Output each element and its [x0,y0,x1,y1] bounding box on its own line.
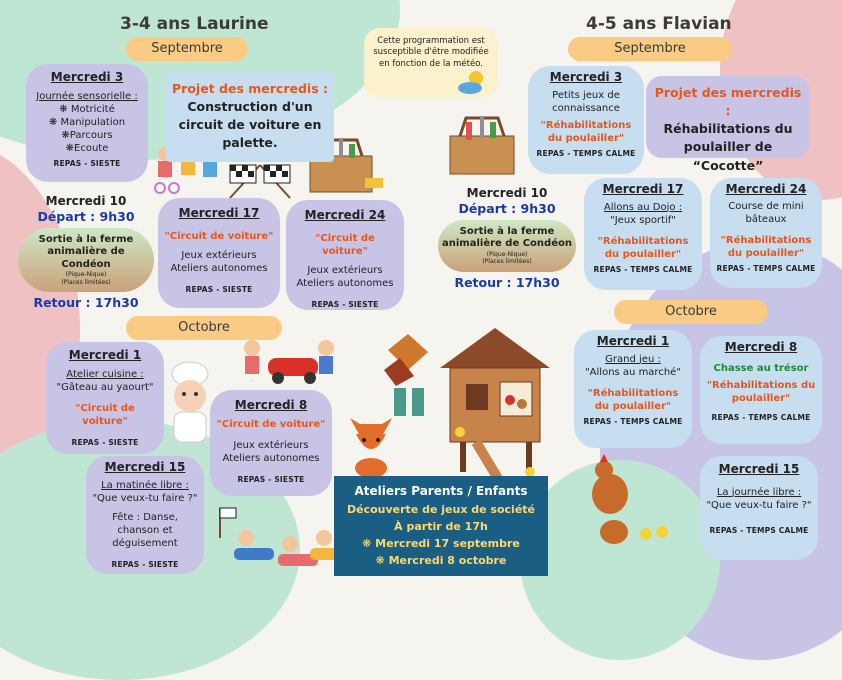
card-theme: "Circuit de voiture" [315,232,375,257]
left-sept-mer10-outing [18,194,154,311]
card-text-2: Fête : Danse, chanson et déguisement [112,511,178,549]
card-title: Mercredi 1 [596,334,670,348]
card-text: Course de mini bâteaux [728,200,804,225]
card-text: "Que veux-tu faire ?" [92,492,198,504]
card-text: "Allons au marché" [585,366,681,378]
card-subtitle: Grand jeu : [605,353,661,365]
outing-note: (Places limitées) [482,258,532,266]
left-month-october: Octobre [126,316,282,340]
workshop-date: ❋ Mercredi 8 octobre [375,553,507,567]
meal-label: REPAS - TEMPS CALME [536,148,636,158]
right-month-september: Septembre [568,37,732,61]
card-theme: "Circuit de voiture" [216,418,326,430]
card-theme: "Circuit de voiture" [164,230,274,242]
outing-note: (Pique-Nique) [65,271,107,279]
outing-title: Mercredi 10 [45,194,127,208]
card-text: Chasse au trésor [713,362,809,374]
workshop-date: ❋ Mercredi 17 septembre [362,536,520,550]
right-sept-mer17-card [584,178,702,290]
weather-note-text: Cette programmation est susceptible d'être modifiée en fonction de la météo. [373,36,489,69]
card-title: Mercredi 24 [304,208,386,222]
outing-note: (Places limitées) [61,278,111,286]
meal-label: REPAS - TEMPS CALME [711,412,811,422]
right-toolbox-icon [442,108,526,180]
left-section-title: 3-4 ans Laurine [120,14,269,34]
farm-illustration [438,220,576,272]
meal-label: REPAS - SIESTE [53,158,121,168]
card-text: "Jeux sportif" [610,214,676,226]
right-month-october: Octobre [614,300,768,324]
card-text: Petits jeux de connaissance [552,89,620,114]
meal-label: REPAS - SIESTE [185,284,253,294]
card-text: Jeux extérieurs Ateliers autonomes [222,439,320,464]
meal-label: REPAS - SIESTE [71,437,139,447]
left-oct-mer1-card [46,342,164,454]
card-title: Mercredi 17 [602,182,684,196]
card-title: Mercredi 8 [724,340,798,354]
left-project-box [166,72,334,162]
card-title: Mercredi 17 [178,206,260,220]
card-theme: "Réhabilitations du poulailler" [706,379,816,404]
hens-illustration [580,448,680,548]
card-subtitle: Journée sensorielle : [36,90,138,102]
project-text: Réhabilitations du poulailler de “Cocotte” [663,121,793,173]
left-sept-mer3-card [26,64,148,182]
card-text: "Que veux-tu faire ?" [706,499,812,511]
outing-text: Sortie à la ferme animalière de Condéon [442,225,572,250]
project-text: Construction d'un circuit de voiture en palette. [178,99,322,151]
card-theme: "Réhabilitations du poulailler" [597,235,689,260]
right-section-title: 4-5 ans Flavian [586,14,732,34]
parents-children-workshop-box [334,476,548,576]
sun-cloud-icon [454,68,490,96]
left-month-september: Septembre [126,37,248,61]
outing-note: (Pique-Nique) [486,250,528,258]
card-theme: "Réhabilitations du poulailler" [587,387,679,412]
card-theme: "Réhabilitations du poulailler" [540,119,632,144]
right-oct-mer1-card [574,330,692,448]
right-sept-mer24-card [710,178,822,288]
left-sept-mer17-card [158,198,280,308]
outing-retour: Retour : 17h30 [454,274,560,290]
meal-label: REPAS - TEMPS CALME [709,525,809,535]
card-theme: "Réhabilitations du poulailler" [720,234,812,259]
card-subtitle: La journée libre : [716,486,802,498]
list-item: ❋ Motricité [59,103,115,115]
kids-car-illustration [238,336,338,388]
card-title: Mercredi 3 [50,70,124,84]
workshop-title: Ateliers Parents / Enfants [354,484,528,498]
right-project-box [646,76,810,173]
card-title: Mercredi 24 [725,182,807,196]
workshop-line: Découverte de jeux de société [347,502,535,516]
card-title: Mercredi 15 [718,462,800,476]
outing-depart: Départ : 9h30 [37,209,135,224]
left-sept-mer24-card [286,200,404,310]
meal-label: REPAS - SIESTE [311,299,379,309]
card-text: "Gâteau au yaourt" [56,381,154,393]
card-text: Jeux extérieurs Ateliers autonomes [170,249,268,274]
outing-depart: Départ : 9h30 [458,201,556,216]
right-oct-mer8-card [700,336,822,444]
meal-label: REPAS - TEMPS CALME [716,263,816,273]
meal-label: REPAS - TEMPS CALME [583,416,683,426]
farm-illustration [18,228,154,293]
checkered-flags-icon [220,160,300,200]
outing-title: Mercredi 10 [466,186,548,200]
project-label: Projet des mercredis : [172,81,328,96]
fox-icon [338,410,404,480]
card-title: Mercredi 15 [104,460,186,474]
left-oct-mer15-card [86,456,204,574]
workshop-line: À partir de 17h [394,519,488,533]
project-label: Projet des mercredis : [654,85,802,119]
meal-label: REPAS - SIESTE [111,559,179,569]
kids-race-illustration [206,498,346,578]
right-sept-mer3-card [528,66,644,174]
card-subtitle: Allons au Dojo : [603,201,683,213]
henhouse-illustration [430,322,560,482]
card-theme: "Circuit de voiture" [75,402,135,427]
list-item: ❋ Manipulation [48,116,126,128]
right-oct-mer15-card [700,456,818,560]
card-subtitle: Atelier cuisine : [66,368,144,380]
left-oct-mer8-card [210,390,332,496]
card-text: Jeux extérieurs Ateliers autonomes [296,264,394,289]
card-subtitle: La matinée libre : [101,479,189,491]
meal-label: REPAS - TEMPS CALME [593,264,693,274]
list-item: ❋Ecoute [65,142,109,154]
card-title: Mercredi 1 [68,348,142,362]
outing-text: Sortie à la ferme animalière de Condéon [38,233,134,270]
outing-retour: Retour : 17h30 [33,295,139,311]
meal-label: REPAS - SIESTE [237,474,305,484]
list-item: ❋Parcours [61,129,113,141]
card-title: Mercredi 8 [234,398,308,412]
card-title: Mercredi 3 [549,70,623,84]
right-sept-mer10-outing [438,186,576,290]
